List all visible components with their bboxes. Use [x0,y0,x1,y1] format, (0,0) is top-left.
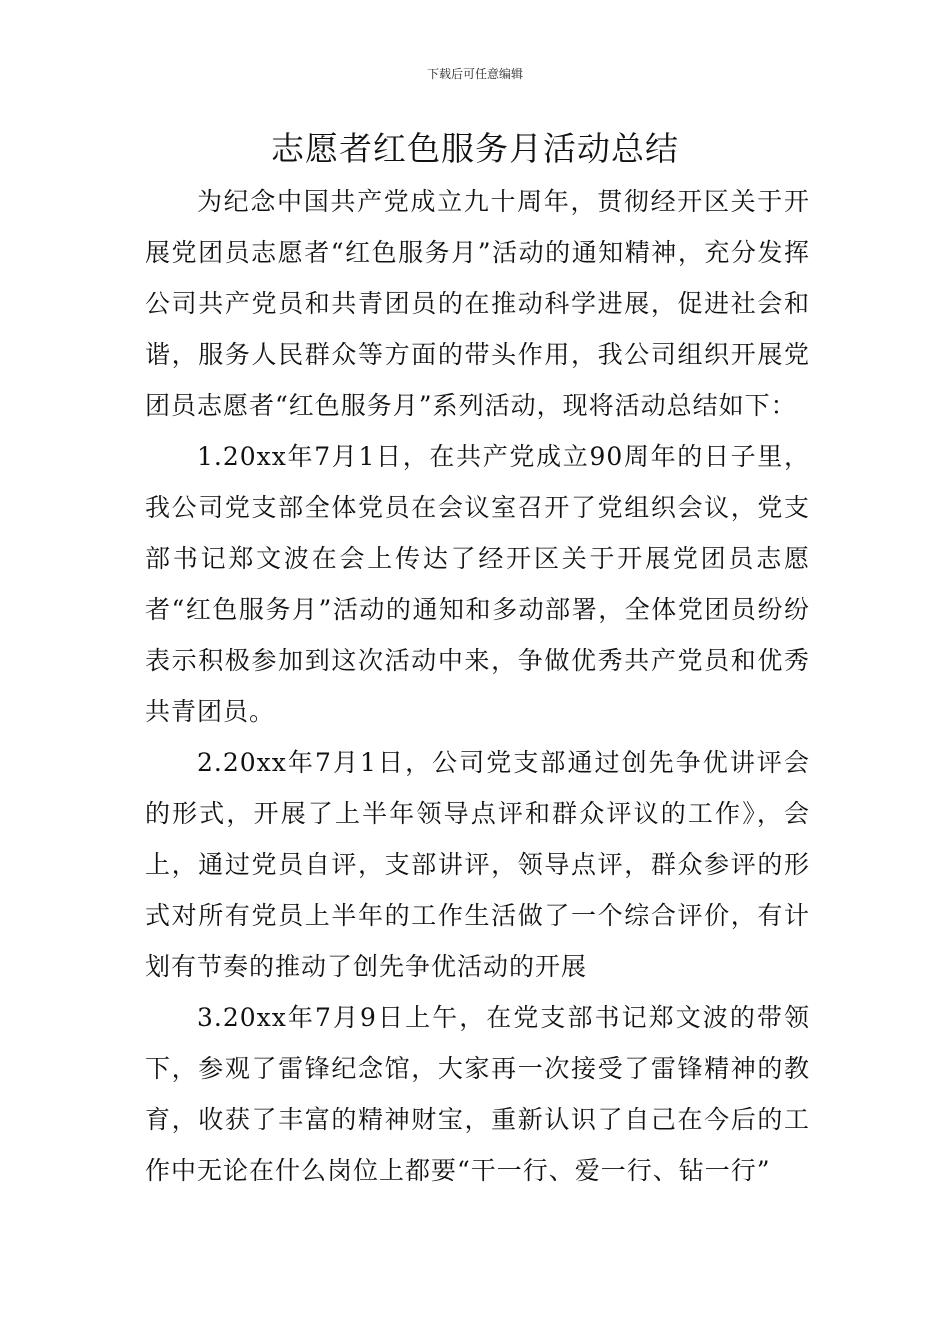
paragraph-intro: 为纪念中国共产党成立九十周年，贯彻经开区关于开展党团员志愿者“红色服务月”活动的通知精神，充分发挥公司共产党员和共青团员的在推动科学进展，促进社会和谐，服务人民群众等方面的带头作用，我公司组织开展党团员志愿者“红色服务月”系列活动，现将活动总结如下： [145,187,810,420]
document-body [145,176,810,1196]
header-note: 下载后可任意编辑 [426,67,523,81]
document-title: 志愿者红色服务月活动总结 [271,129,679,168]
paragraph-item-1: 1.20xx年7月1日，在共产党成立90周年的日子里，我公司党支部全体党员在会议室召开了党组织会议，党支部书记郑文波在会上传达了经开区关于开展党团员志愿者“红色服务月”活动的通知和多动部署，全体党团员纷纷表示积极参加到这次活动中来，争做优秀共产党员和优秀共青团员。 [145,442,810,726]
paragraph-item-3: 3.20xx年7月9日上午，在党支部书记郑文波的带领下，参观了雷锋纪念馆，大家再一次接受了雷锋精神的教育，收获了丰富的精神财宝，重新认识了自己在今后的工作中无论在什么岗位上都要“干一行、爱一行、钻一行” [145,1003,810,1185]
paragraph-item-2: 2.20xx年7月1日，公司党支部通过创先争优讲评会的形式，开展了上半年领导点评和群众评议的工作》，会上，通过党员自评，支部讲评，领导点评，群众参评的形式对所有党员上半年的工作生活做了一个综合评价，有计划有节奏的推动了创先争优活动的开展 [145,748,810,981]
